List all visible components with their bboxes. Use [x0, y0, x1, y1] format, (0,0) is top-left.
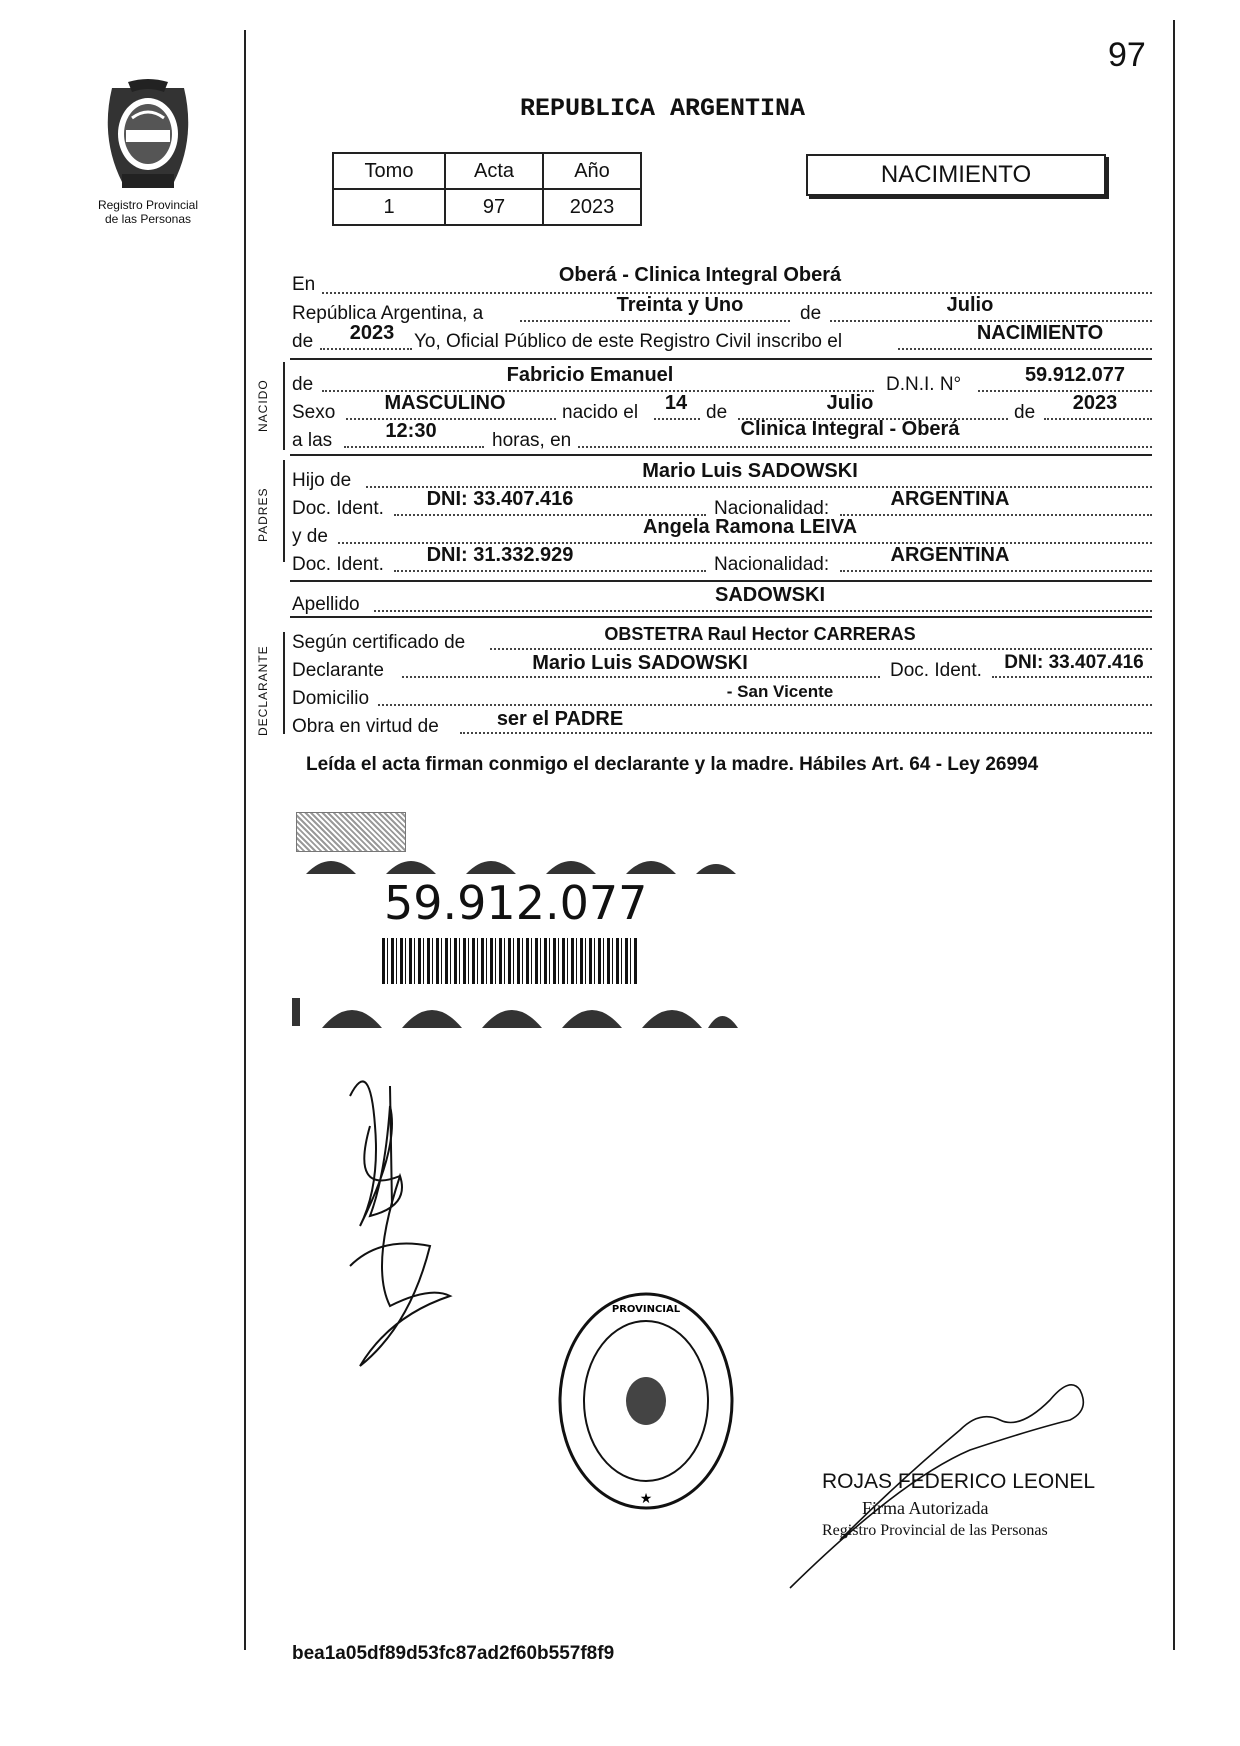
signer-name: ROJAS FEDERICO LEONEL: [822, 1470, 1096, 1493]
madre-nac-label: Nacionalidad:: [714, 554, 830, 575]
en-label: En: [292, 274, 316, 295]
de-label: de: [800, 303, 822, 324]
de-label: de: [1014, 402, 1036, 423]
obra-label: Obra en virtud de: [292, 716, 439, 737]
mes-nac-value: Julio: [826, 392, 874, 414]
closing-text: Leída el acta firman conmigo el declarante y la madre. Hábiles Art. 64 - Ley 26994: [306, 754, 1039, 775]
dots: [840, 570, 1152, 572]
dots: [898, 348, 1152, 350]
registry-seal: [556, 1290, 736, 1512]
apellido-value: SADOWSKI: [715, 584, 825, 606]
page-title: REPUBLICA ARGENTINA: [520, 94, 806, 123]
svg-text:★: ★: [639, 1491, 653, 1507]
sexo-label: Sexo: [292, 402, 336, 423]
madre-doc-value: DNI: 31.332.929: [426, 544, 574, 566]
dots: [460, 732, 1152, 734]
section-label-nacido: NACIDO: [256, 379, 270, 432]
logo-caption-line1: Registro Provincial: [97, 198, 199, 212]
certificado-value: OBSTETRA Raul Hector CARRERAS: [604, 624, 916, 644]
dots: [402, 676, 880, 678]
section-bracket: [283, 362, 285, 450]
dots: [520, 320, 790, 322]
declarante-value: Mario Luis SADOWSKI: [532, 652, 748, 674]
hijo-label: Hijo de: [292, 470, 352, 491]
decl-doc-value: DNI: 33.407.416: [1004, 652, 1144, 673]
dni-value: 59.912.077: [1024, 364, 1126, 386]
page-number: 97: [1108, 36, 1146, 74]
madre-doc-label: Doc. Ident.: [292, 554, 384, 575]
tipo-value: NACIMIENTO: [976, 322, 1104, 344]
yde-label: y de: [292, 526, 328, 547]
de2-label: de: [292, 331, 314, 352]
section-bracket: [283, 632, 285, 734]
fingerprint-strip-top: [296, 848, 736, 874]
padre-doc-value: DNI: 33.407.416: [426, 488, 574, 510]
declarante-label: Declarante: [292, 660, 384, 681]
sticker-stamp-box: [296, 812, 406, 852]
section-label-padres: PADRES: [256, 487, 270, 542]
signer-role: Firma Autorizada: [862, 1498, 989, 1518]
oficial-label: Yo, Oficial Público de este Registro Civil inscribo el: [414, 331, 843, 352]
table-value-anio: 2023: [543, 189, 641, 225]
lugar-nac-value: Clinica Integral - Oberá: [740, 418, 960, 440]
right-margin-line: [1173, 20, 1175, 1650]
dots: [490, 648, 1152, 650]
registry-table: [332, 152, 642, 226]
obra-value: ser el PADRE: [496, 708, 624, 730]
dots: [654, 418, 700, 420]
nombre-value: Fabricio Emanuel: [506, 364, 674, 386]
table-header-tomo: Tomo: [333, 153, 445, 189]
dia-nac-value: 14: [664, 392, 688, 414]
section-divider: [290, 616, 1152, 618]
padre-value: Mario Luis SADOWSKI: [642, 460, 858, 482]
document-hash: bea1a05df89d53fc87ad2f60b557f8f9: [292, 1643, 615, 1664]
anio-value: 2023: [349, 322, 395, 344]
padre-doc-label: Doc. Ident.: [292, 498, 384, 519]
madre-nac-value: ARGENTINA: [890, 544, 1010, 566]
nacido-de-label: de: [292, 374, 314, 395]
section-divider: [290, 580, 1152, 582]
dots: [344, 446, 484, 448]
domicilio-label: Domicilio: [292, 688, 370, 709]
section-bracket: [283, 460, 285, 562]
domicilio-value: - San Vicente: [726, 682, 834, 701]
cert-label: Según certificado de: [292, 632, 466, 653]
alas-label: a las: [292, 430, 333, 451]
dia-value: Treinta y Uno: [616, 294, 744, 316]
declarante-signature: [330, 1066, 490, 1376]
horas-label: horas, en: [492, 430, 572, 451]
left-margin-line: [244, 30, 246, 1650]
lugar-value: Oberá - Clinica Integral Oberá: [558, 264, 842, 286]
dots: [578, 446, 1152, 448]
dots: [394, 570, 706, 572]
barcode: [382, 938, 638, 984]
mes-value: Julio: [946, 294, 994, 316]
table-value-tomo: 1: [333, 189, 445, 225]
provincia-de-misiones-seal: [92, 78, 204, 194]
decl-doc-label: Doc. Ident.: [890, 660, 982, 681]
padre-nac-value: ARGENTINA: [890, 488, 1010, 510]
signer-org: Registro Provincial de las Personas: [822, 1522, 1048, 1539]
apellido-label: Apellido: [292, 594, 360, 615]
anio-nac-value: 2023: [1072, 392, 1118, 414]
republica-label: República Argentina, a: [292, 303, 484, 324]
section-label-declarante: DECLARANTE: [256, 645, 270, 736]
hora-value: 12:30: [385, 420, 437, 442]
table-header-acta: Acta: [445, 153, 543, 189]
de-label: de: [706, 402, 728, 423]
dots: [320, 348, 412, 350]
padre-nac-label: Nacionalidad:: [714, 498, 830, 519]
logo-caption-line2: de las Personas: [104, 212, 192, 226]
dots: [374, 610, 1152, 612]
nacido-el-label: nacido el: [562, 402, 639, 423]
svg-text:PROVINCIAL: PROVINCIAL: [611, 1304, 681, 1315]
madre-value: Angela Ramona LEIVA: [642, 516, 858, 538]
dni-label: D.N.I. N°: [886, 374, 962, 395]
dots: [378, 704, 1152, 706]
sticker-number: 59.912.077: [384, 876, 648, 930]
document-type-box: NACIMIENTO: [806, 154, 1106, 196]
dots: [1044, 418, 1152, 420]
table-value-acta: 97: [445, 189, 543, 225]
sexo-value: MASCULINO: [384, 392, 506, 414]
section-divider: [290, 454, 1152, 456]
table-header-anio: Año: [543, 153, 641, 189]
dots: [992, 676, 1152, 678]
section-divider: [290, 358, 1152, 360]
fingerprint-strip-bottom: [292, 992, 738, 1028]
